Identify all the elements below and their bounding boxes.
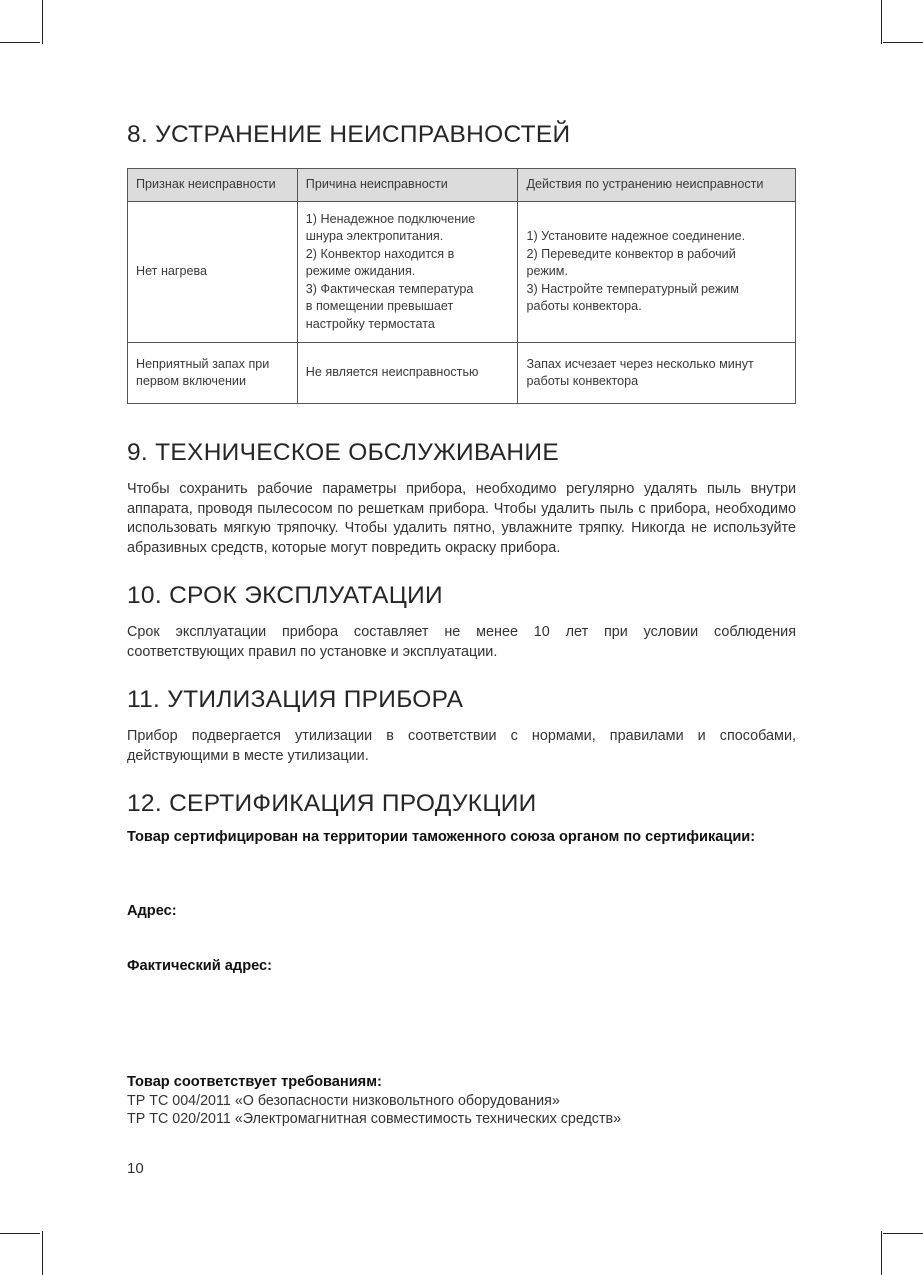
section-11-text: Прибор подвергается утилизации в соответствии с нормами, правилами и способами, действующими в месте утилизации. [127,728,796,764]
cell-action: Запах исчезает через несколько минут работы конвектора [518,343,796,404]
fault-table [127,168,796,404]
requirement-item: ТР ТС 004/2011 «О безопасности низковольтного оборудования» [127,1093,560,1109]
header-symptom: Признак неисправности [128,169,298,202]
page-content [127,118,796,1128]
compliance-label: Товар соответствует требованиям: [127,1074,382,1090]
crop-mark [881,0,882,44]
header-action: Действия по устранению неисправности [518,169,796,202]
cell-symptom: Нет нагрева [128,202,298,343]
cell-cause: Не является неисправностью [297,343,518,404]
table-header-row [128,169,796,202]
section-11-title: 11. УТИЛИЗАЦИЯ ПРИБОРА [127,686,464,713]
cell-symptom: Неприятный запах при первом включении [128,343,298,404]
table-row [128,202,796,343]
section-9-text: Чтобы сохранить рабочие параметры прибора, необходимо регулярно удалять пыль внутри аппарата, проводя пылесосом по решеткам прибора. Чтобы удалить пыль с прибора, необходимо использовать мягкую тряпочку. Чтобы удалить пятно, увлажните тряпку. Никогда не используйте абразивных средств, которые могут повредить окраску прибора. [127,481,796,556]
section-10-title: 10. СРОК ЭКСПЛУАТАЦИИ [127,582,443,609]
crop-mark [0,1233,40,1234]
actual-address-label: Фактический адрес: [127,958,273,974]
crop-mark [42,0,43,44]
table-row [128,343,796,404]
crop-mark [883,1233,923,1234]
requirement-item: ТР ТС 020/2011 «Электромагнитная совместимость технических средств» [127,1111,622,1127]
crop-mark [0,42,40,43]
section-10-text: Срок эксплуатации прибора составляет не менее 10 лет при условии соблюдения соответствующих правил по установке и эксплуатации. [127,624,796,660]
crop-mark [883,42,923,43]
crop-mark [42,1231,43,1275]
address-label: Адрес: [127,903,177,919]
section-12-title: 12. СЕРТИФИКАЦИЯ ПРОДУКЦИИ [127,790,537,817]
section-8-title: 8. УСТРАНЕНИЕ НЕИСПРАВНОСТЕЙ [127,121,571,148]
cell-cause: 1) Ненадежное подключение шнура электропитания. 2) Конвектор находится в режиме ожидания. 3) Фактическая температура в помещении превышает настройку термостата [297,202,518,343]
page-number: 10 [127,1160,144,1177]
certified-label: Товар сертифицирован на территории таможенного союза органом по сертификации: [127,829,756,845]
header-cause: Причина неисправности [297,169,518,202]
section-9-title: 9. ТЕХНИЧЕСКОЕ ОБСЛУЖИВАНИЕ [127,439,559,466]
cell-action: 1) Установите надежное соединение. 2) Переведите конвектор в рабочий режим. 3) Настройте температурный режим работы конвектора. [518,202,796,343]
crop-mark [881,1231,882,1275]
